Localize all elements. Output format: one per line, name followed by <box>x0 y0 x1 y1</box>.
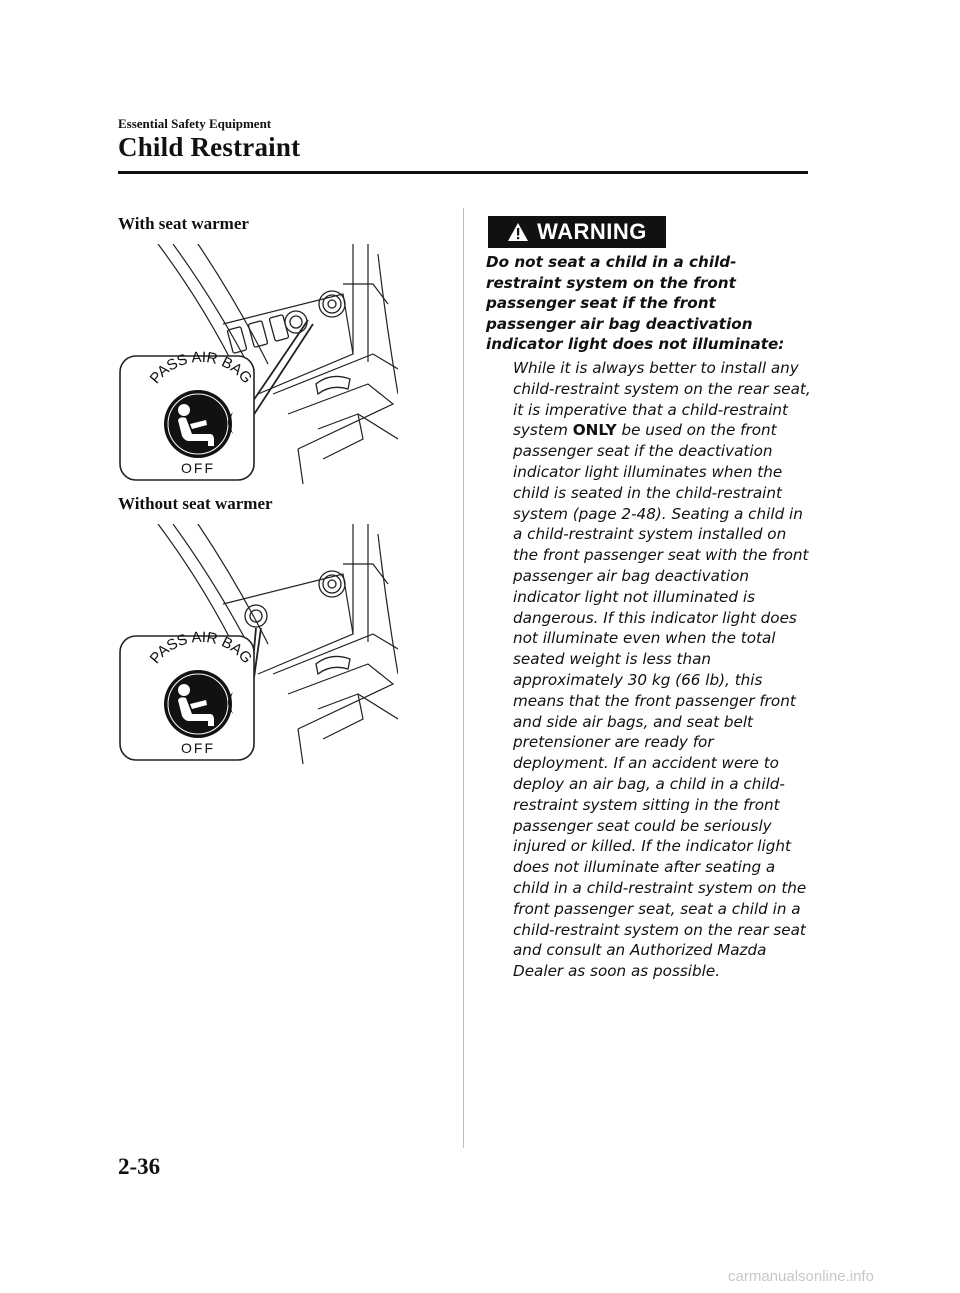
figure-caption-without-warmer: Without seat warmer <box>118 494 273 513</box>
warning-emphasis: ONLY <box>572 421 617 440</box>
section-label: Essential Safety Equipment <box>118 116 272 131</box>
console-illustration-without-warmer <box>118 524 398 764</box>
off-label: OFF <box>181 740 215 756</box>
pass-air-bag-label: PASS AIR BAG <box>146 348 256 387</box>
console-illustration-with-warmer <box>118 244 398 484</box>
warning-label: WARNING <box>537 219 647 244</box>
warning-headline: Do not seat a child in a child-restraint system on the front passenger seat if the front passenger air bag deactivation indicator light does not illuminate: <box>486 253 785 353</box>
warning-body-text: While it is always better to install any child-restraint system on the rear seat, it is imperative that a child-restraint system <box>513 359 811 440</box>
warning-triangle-icon <box>507 222 529 242</box>
warning-body-text-continued: be used on the front passenger seat if the deactivation indicator light illuminates when the child is seated in the child-restraint system (page 2-48). Seating a child in a child-restraint system installed on the front passenger seat with the front passenger air bag deactivation indicator light not illuminated is dangerous. If this indicator light does not illuminate even when the total seated weight is less than approximately 30 kg (66 lb), this means that the front passenger front and side air bags, and seat belt pretensioner are ready for deployment. If an accident were to deploy an air bag, a child in a child-restraint system sitting in the front passenger seat could be seriously injured or killed. If the indicator light does not illuminate after seating a child in a child-restraint system on the front passenger seat, seat a child in a child-restraint system on the rear seat and consult an Authorized Mazda Dealer as soon as possible. <box>513 421 809 981</box>
footer-watermark: carmanualsonline.info <box>728 1268 874 1285</box>
warning-body <box>513 358 811 982</box>
column-divider <box>463 208 464 1148</box>
off-label: OFF <box>181 460 215 476</box>
figure-caption-with-warmer: With seat warmer <box>118 214 249 233</box>
page-number: 2-36 <box>118 1154 161 1179</box>
warning-badge <box>488 216 666 248</box>
page-title: Child Restraint <box>118 132 301 162</box>
pass-air-bag-label: PASS AIR BAG <box>146 628 256 667</box>
title-rule <box>118 171 808 174</box>
